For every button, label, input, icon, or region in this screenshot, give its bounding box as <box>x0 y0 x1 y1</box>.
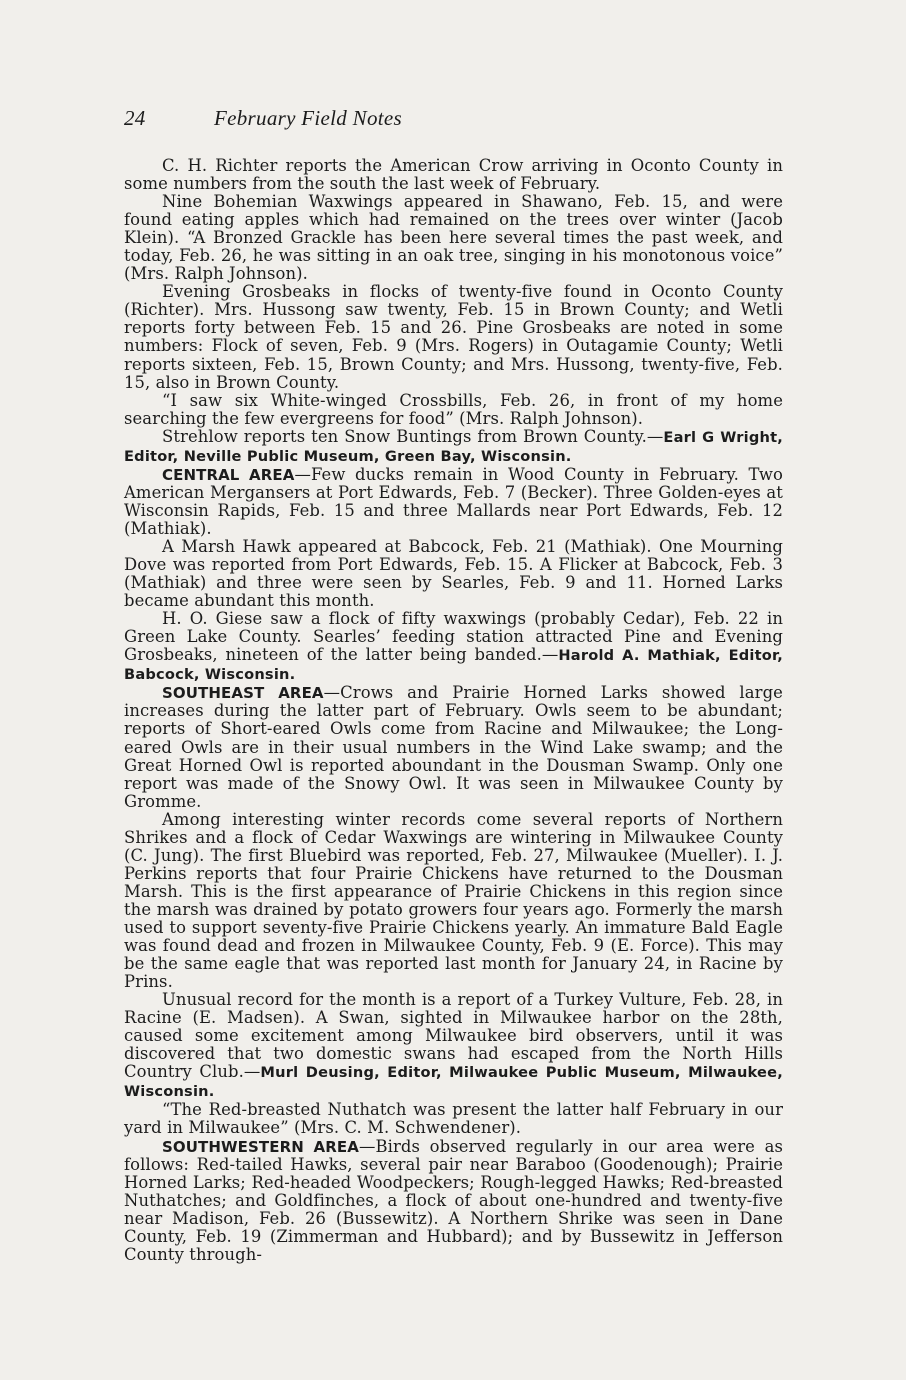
area-heading: SOUTHEAST AREA <box>162 684 324 703</box>
page-header <box>124 106 402 131</box>
page-number: 24 <box>124 106 146 130</box>
paragraph <box>124 466 783 538</box>
paragraph <box>124 1138 783 1264</box>
running-title: February Field Notes <box>214 106 402 130</box>
paragraph <box>124 610 783 684</box>
paragraph <box>124 428 783 466</box>
paragraph-text: —Crows and Prairie Horned Larks showed large increases during the latter part of February. Owls seem to be abundant; reports of Short-eared Owls come from Racine and Milwaukee; the Long-eared Owls are in their usual numbers in the Wind Lake swamp; and the Great Horned Owl is reported aboundant in the Dousman Swamp. Only one report was made of the Snowy Owl. It was seen in Milwaukee County by Gromme. <box>124 683 783 811</box>
paragraph-text: H. O. Giese saw a flock of fifty waxwings (probably Cedar), Feb. 22 in Green Lake County. Searles’ feeding station attracted Pine and Evening Grosbeaks, nineteen of the latter being banded.— <box>124 609 783 665</box>
paragraph-text: “The Red-breasted Nuthatch was present the latter half February in our yard in Milwaukee” (Mrs. C. M. Schwendener). <box>124 1100 783 1138</box>
paragraph-text: Nine Bohemian Waxwings appeared in Shawano, Feb. 15, and were found eating apples which had remained on the trees over winter (Jacob Klein). “A Bronzed Grackle has been here several times the past week, and today, Feb. 26, he was sitting in an oak tree, singing in his monotonous voice” (Mrs. Ralph Johnson). <box>124 192 783 284</box>
paragraph <box>124 991 783 1101</box>
paragraph <box>124 1101 783 1137</box>
paragraph-text: —Birds observed regularly in our area were as follows: Red-tailed Hawks, several pair near Baraboo (Goodenough); Prairie Horned Larks; Red-headed Woodpeckers; Rough-legged Hawks; Red-breasted Nuthatches; and Goldfinches, a flock of about one-hundred and twenty-five near Madison, Feb. 26 (Bussewitz). A Northern Shrike was seen in Dane County, Feb. 19 (Zimmerman and Hubbard); and by Bussewitz in Jefferson County through- <box>124 1136 784 1264</box>
paragraph-text: Unusual record for the month is a report of a Turkey Vulture, Feb. 28, in Racine (E. Madsen). A Swan, sighted in Milwaukee harbor on the 28th, caused some excitement among Milwaukee bird observers, until it was discovered that two domestic swans had escaped from the North Hills Country Club.— <box>124 990 783 1082</box>
paragraph <box>124 193 783 283</box>
paragraph <box>124 811 783 991</box>
article-body <box>124 157 783 1264</box>
paragraph-text: —Few ducks remain in Wood County in February. Two American Mergansers at Port Edwards, Feb. 7 (Becker). Three Golden-eyes at Wisconsin Rapids, Feb. 15 and three Mallards near Port Edwards, Feb. 12 (Mathiak). <box>124 464 783 538</box>
area-heading: SOUTHWESTERN AREA <box>162 1137 359 1156</box>
editor-credit: Earl G Wright, Editor, Neville Public Museum, Green Bay, Wisconsin. <box>124 428 783 465</box>
paragraph-text: Evening Grosbeaks in flocks of twenty-five found in Oconto County (Richter). Mrs. Hussong saw twenty, Feb. 15 in Brown County; and Wetli reports forty between Feb. 15 and 26. Pine Grosbeaks are noted in some numbers: Flock of seven, Feb. 9 (Mrs. Rogers) in Outagamie County; Wetli reports sixteen, Feb. 15, Brown County; and Mrs. Hussong, twenty-five, Feb. 15, also in Brown County. <box>124 282 783 392</box>
paragraph <box>124 283 783 391</box>
paragraph <box>124 392 783 428</box>
paragraph-text: C. H. Richter reports the American Crow arriving in Oconto County in some numbers from the south the last week of February. <box>124 156 783 194</box>
paragraph-text: Strehlow reports ten Snow Buntings from Brown County.— <box>162 426 664 446</box>
paragraph-text: “I saw six White-winged Crossbills, Feb. 26, in front of my home searching the few evergreens for food” (Mrs. Ralph Johnson). <box>124 390 783 428</box>
paragraph-text: A Marsh Hawk appeared at Babcock, Feb. 21 (Mathiak). One Mourning Dove was reported from Port Edwards, Feb. 15. A Flicker at Babcock, Feb. 3 (Mathiak) and three were seen by Searles, Feb. 9 and 11. Horned Larks became abundant this month. <box>124 536 783 611</box>
paragraph <box>124 157 783 193</box>
area-heading: CENTRAL AREA <box>162 465 295 484</box>
editor-credit: Harold A. Mathiak, Editor, Babcock, Wisconsin. <box>124 647 783 684</box>
paragraph <box>124 684 783 810</box>
paragraph-text: Among interesting winter records come several reports of Northern Shrikes and a flock of Cedar Waxwings are wintering in Milwaukee County (C. Jung). The first Bluebird was reported, Feb. 27, Milwaukee (Mueller). I. J. Perkins reports that four Prairie Chickens have returned to the Dousman Marsh. This is the first appearance of Prairie Chickens in this region since the marsh was drained by potato growers four years ago. Formerly the marsh used to support seventy-five Prairie Chickens yearly. An immature Bald Eagle was found dead and frozen in Milwaukee County, Feb. 9 (E. Force). This may be the same eagle that was reported last month for January 24, in Racine by Prins. <box>124 809 783 992</box>
paragraph <box>124 538 783 610</box>
editor-credit: Murl Deusing, Editor, Milwaukee Public Museum, Milwaukee, Wisconsin. <box>124 1064 783 1101</box>
